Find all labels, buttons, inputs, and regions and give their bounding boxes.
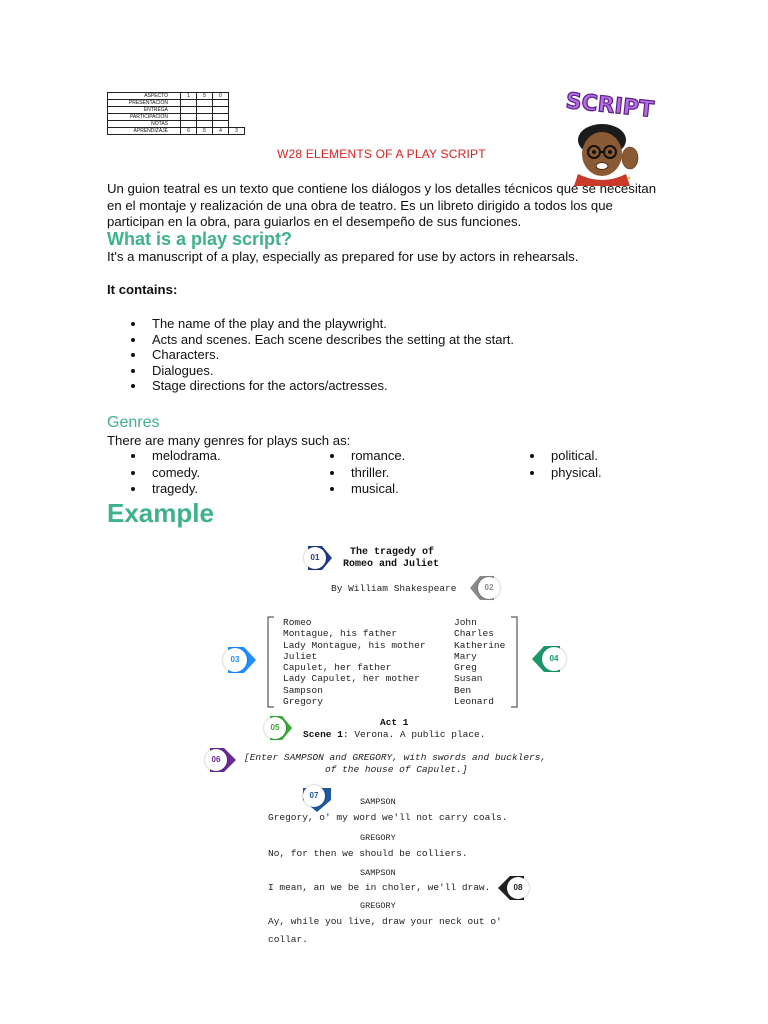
scene-heading <box>303 729 485 740</box>
genre-item: political. <box>527 448 602 465</box>
badge-01: 01 <box>304 547 326 569</box>
rubric-cell: 3 <box>229 128 245 135</box>
dialogue-line: Gregory, o' my word we'll not carry coals. <box>268 812 508 823</box>
cast-member: Gregory <box>283 696 323 708</box>
badge-07: 07 <box>303 785 325 807</box>
speaker-name: GREGORY <box>360 833 396 843</box>
rubric-cell: ENTREGA <box>108 107 181 114</box>
genre-item: tragedy. <box>128 481 221 498</box>
cast-member: Mary <box>454 650 477 662</box>
cast-member: Katherine <box>454 639 506 651</box>
stage-direction-line1: [Enter SAMPSON and GREGORY, with swords and bucklers, <box>244 752 547 763</box>
play-title-line2: Romeo and Juliet <box>343 559 440 570</box>
genres-intro: There are many genres for plays such as: <box>107 433 351 448</box>
genre-item: physical. <box>527 465 602 482</box>
contains-heading: It contains: <box>107 282 178 297</box>
obra-de-teatro-link[interactable]: obra de teatro <box>310 197 393 213</box>
cast-member: Leonard <box>454 696 494 708</box>
genre-item: musical. <box>327 481 405 498</box>
cast-member: Charles <box>454 628 494 640</box>
cast-list-right <box>454 617 505 707</box>
scene-setting: : Verona. A public place. <box>342 729 486 740</box>
cast-member: Romeo <box>283 617 312 628</box>
cast-member: John <box>454 617 477 628</box>
rubric-cell: 4 <box>213 128 229 135</box>
cast-member: Susan <box>454 673 483 685</box>
intro-text: . Es un libreto dirigido a todos los que <box>392 197 613 213</box>
list-item: Acts and scenes. Each scene describes the setting at the start. <box>107 332 514 348</box>
what-definition: It's a manuscript of a play, especially as prepared for use by actors in rehearsals. <box>107 249 579 264</box>
rubric-cell: 0 <box>213 93 229 100</box>
rubric-cell: PARTICIPACIÓN <box>108 114 181 121</box>
intro-line: Un guion teatral es un texto que contiene los diálogos y los detalles técnicos que se necesitan <box>107 181 657 196</box>
rubric-cell: 5 <box>197 93 213 100</box>
intro-text: en el montaje y realización de una <box>107 197 311 213</box>
rubric-cell: 5 <box>197 128 213 135</box>
genre-item: thriller. <box>327 465 405 482</box>
stage-direction-line2: of the house of Capulet.] <box>325 764 468 775</box>
speaker-name: SAMPSON <box>360 868 396 878</box>
rubric-cell: 1 <box>181 93 197 100</box>
dialogue-line: collar. <box>268 934 308 945</box>
rubric-cell: 6 <box>181 128 197 135</box>
intro-line: participan en la obra, para guiarlos en el desempeño de sus funciones. <box>107 214 522 229</box>
page-title: W28 ELEMENTS OF A PLAY SCRIPT <box>277 147 486 161</box>
rubric-cell: ASPECTO <box>108 93 181 100</box>
badge-06: 06 <box>205 749 227 771</box>
cast-member: Ben <box>454 684 472 696</box>
cast-list-left <box>283 617 426 707</box>
section-heading-example: Example <box>107 498 214 528</box>
badge-02: 02 <box>478 577 500 599</box>
genre-item: romance. <box>327 448 405 465</box>
act-heading: Act 1 <box>380 717 409 728</box>
badge-05: 05 <box>264 717 286 739</box>
cast-member: Greg <box>454 662 477 674</box>
dialogue-line: I mean, an we be in choler, we'll draw. <box>268 882 491 893</box>
cast-member: Sampson <box>283 684 323 696</box>
script-logo-text: SCRIPT <box>564 88 655 123</box>
play-author: By William Shakespeare <box>331 583 457 594</box>
dialogue-line: No, for then we should be colliers. <box>268 848 468 859</box>
section-heading-genres: Genres <box>107 414 160 431</box>
rubric-cell: PRESENTACIÓN <box>108 100 181 107</box>
play-title-line1: The tragedy of <box>350 547 435 558</box>
list-item: Stage directions for the actors/actresses. <box>107 378 514 394</box>
rubric-cell: APRENDIZAJE <box>108 128 181 135</box>
genre-item: comedy. <box>128 465 221 482</box>
list-item: Dialogues. <box>107 363 514 379</box>
speaker-name: SAMPSON <box>360 797 396 807</box>
list-item: Characters. <box>107 347 514 363</box>
cast-member: Lady Montague, his mother <box>283 639 426 651</box>
cast-member: Capulet, her father <box>283 662 392 674</box>
badge-04: 04 <box>542 647 566 671</box>
badge-03: 03 <box>223 648 247 672</box>
cast-member: Lady Capulet, her mother <box>283 673 420 685</box>
section-heading-what: What is a play script? <box>107 229 293 249</box>
scene-label: Scene 1 <box>303 729 343 740</box>
cast-member: Juliet <box>283 650 318 662</box>
dialogue-line: Ay, while you live, draw your neck out o' <box>268 916 502 927</box>
speaker-name: GREGORY <box>360 901 396 911</box>
genre-item: melodrama. <box>128 448 221 465</box>
rubric-cell: NOTAS <box>108 121 181 128</box>
badge-08: 08 <box>507 877 529 899</box>
list-item: The name of the play and the playwright. <box>107 316 514 332</box>
cast-member: Montague, his father <box>283 628 398 640</box>
